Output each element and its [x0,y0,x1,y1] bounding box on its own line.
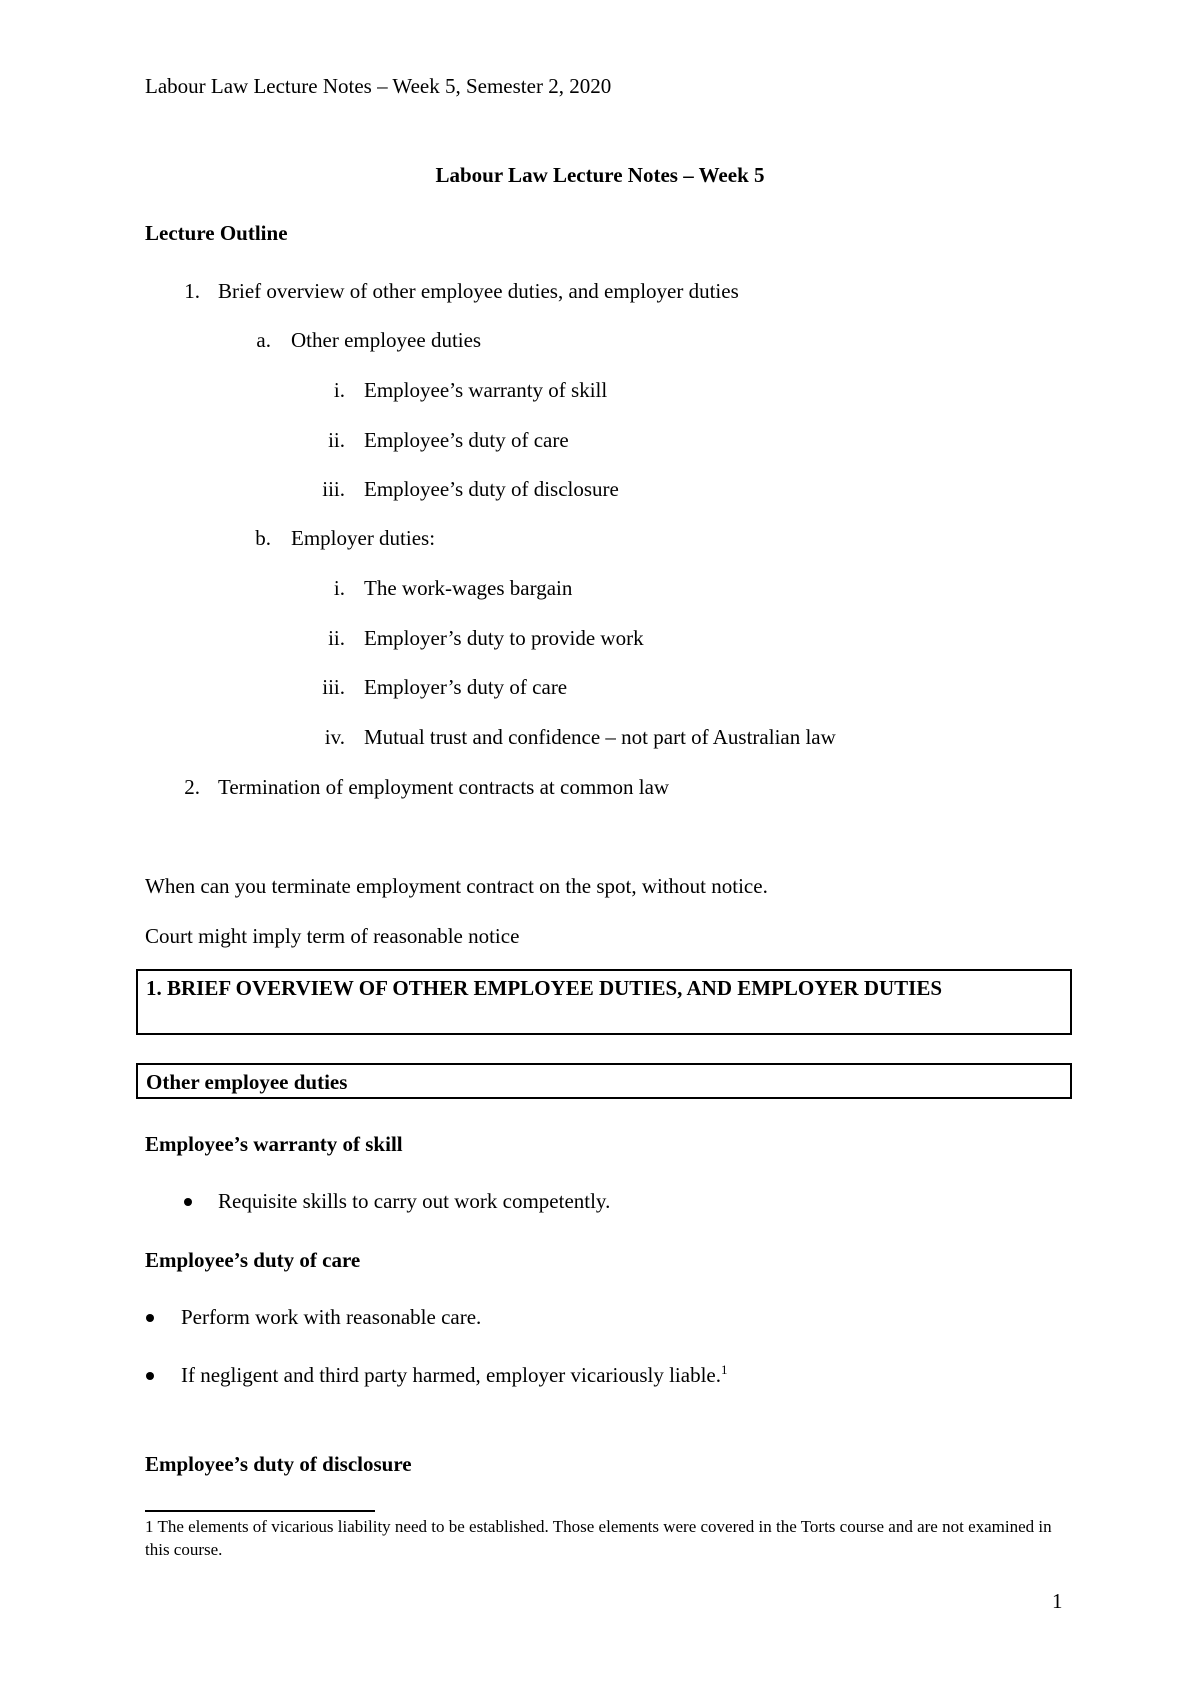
outline-roman: ii. [328,428,345,452]
outline-letter: b. [255,526,271,550]
bullet-text: If negligent and third party harmed, employer vicariously liable. [181,1363,721,1387]
outline-letter: a. [256,328,271,352]
outline-item: Employee’s duty of care [364,428,569,452]
document-title: Labour Law Lecture Notes – Week 5 [435,163,765,187]
outline-heading: Lecture Outline [145,221,288,245]
outline-item: The work-wages bargain [364,576,573,600]
outline-roman: iv. [324,725,345,749]
footnote-separator [145,1510,375,1512]
outline-item: Employer’s duty to provide work [364,626,644,650]
subsection-heading: Other employee duties [146,1070,348,1094]
outline-roman: iii. [322,675,345,699]
running-header: Labour Law Lecture Notes – Week 5, Semester 2, 2020 [145,74,612,98]
outline-item: Mutual trust and confidence – not part of Australian law [364,725,836,749]
footnote-text: The elements of vicarious liability need to be established. Those elements were covered in the Torts course and are not examined in this course. [145,1517,1052,1559]
bullet-text-with-footnote [181,1363,728,1388]
duty-heading: Employee’s duty of disclosure [145,1452,412,1476]
outline-number: 1. [184,279,200,303]
footnote-number: 1 [145,1517,154,1536]
duty-heading: Employee’s duty of care [145,1248,361,1272]
outline-item: Brief overview of other employee duties, and employer duties [218,279,739,303]
outline-item: Termination of employment contracts at common law [218,775,670,799]
outline-item: Employer’s duty of care [364,675,568,699]
bullet-text: Perform work with reasonable care. [181,1305,482,1329]
footnote-reference[interactable]: 1 [721,1362,728,1377]
outline-item: Employee’s duty of disclosure [364,477,619,501]
outline-roman: ii. [328,626,345,650]
bullet-icon [146,1372,154,1380]
outline-roman: iii. [322,477,345,501]
outline-roman: i. [333,378,345,402]
outline-roman: i. [333,576,345,600]
subsection-heading-box [136,1063,1072,1099]
bullet-icon [146,1314,154,1322]
section-heading-box [136,969,1072,1035]
duty-heading: Employee’s warranty of skill [145,1132,403,1156]
outline-item: Other employee duties [291,328,482,352]
bullet-text: Requisite skills to carry out work competently. [218,1189,611,1213]
footnote [145,1516,1065,1562]
outline-item: Employer duties: [291,526,436,550]
note-line: When can you terminate employment contract on the spot, without notice. [145,874,768,898]
page-number: 1 [1052,1589,1063,1613]
outline-item: Employee’s warranty of skill [364,378,608,402]
bullet-icon [184,1198,192,1206]
section-heading: 1. BRIEF OVERVIEW OF OTHER EMPLOYEE DUTIES, AND EMPLOYER DUTIES [146,976,943,1000]
note-line: Court might imply term of reasonable notice [145,924,520,948]
outline-number: 2. [184,775,200,799]
